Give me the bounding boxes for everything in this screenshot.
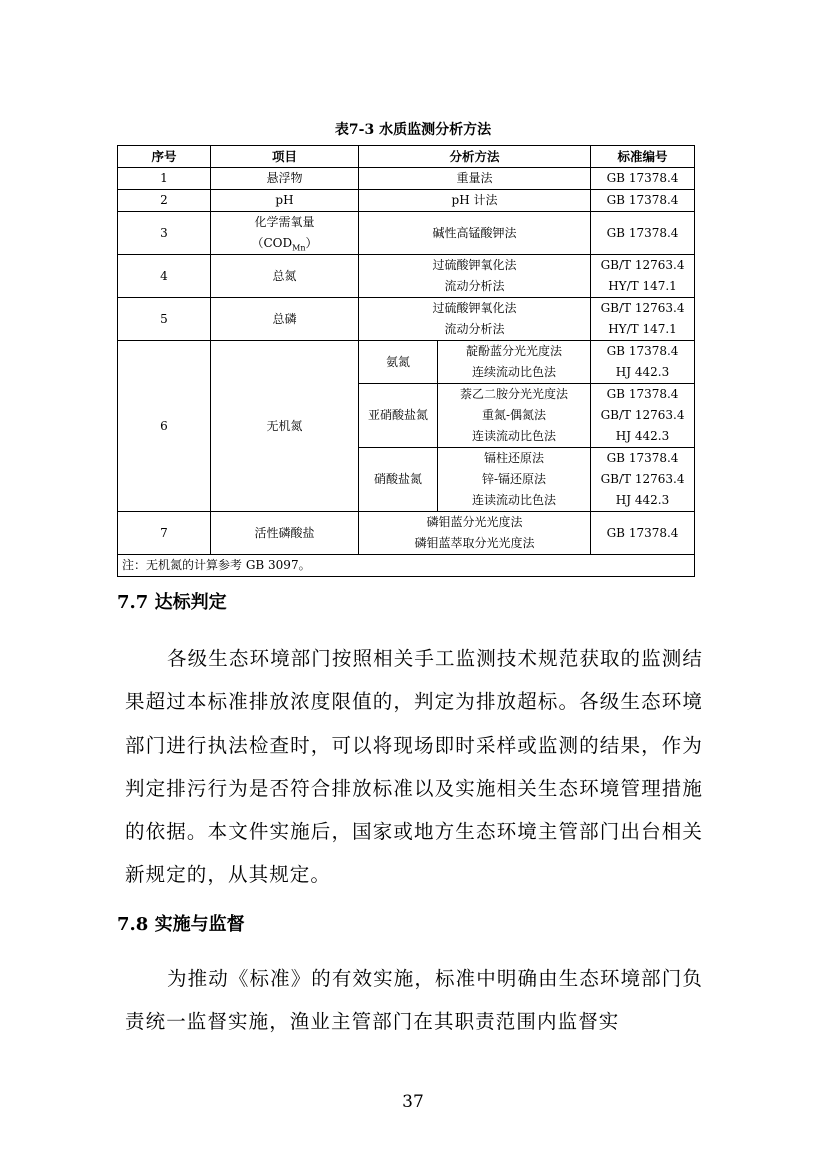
table-row bbox=[118, 255, 695, 298]
table-header-row bbox=[118, 146, 695, 168]
cell-no: 7 bbox=[118, 512, 211, 555]
cell-item: pH bbox=[211, 190, 359, 212]
cell-standard: GB/T 12763.4 HY/T 147.1 bbox=[591, 298, 695, 341]
cell-method: 重量法 bbox=[359, 168, 591, 190]
page-number: 37 bbox=[402, 1092, 424, 1112]
cell-subitem: 硝酸盐氮 bbox=[359, 448, 438, 512]
cell-method: 镉柱还原法 锌-镉还原法 连读流动比色法 bbox=[438, 448, 591, 512]
table-row bbox=[118, 298, 695, 341]
water-quality-methods-table bbox=[117, 145, 695, 577]
item-line: 化学需氧量 bbox=[254, 215, 315, 229]
cell-item: 悬浮物 bbox=[211, 168, 359, 190]
table-note-row bbox=[118, 555, 695, 577]
cell-item: 活性磷酸盐 bbox=[211, 512, 359, 555]
cell-item: 总磷 bbox=[211, 298, 359, 341]
header-method: 分析方法 bbox=[359, 146, 591, 168]
cell-method: 过硫酸钾氧化法 流动分析法 bbox=[359, 298, 591, 341]
cell-no: 3 bbox=[118, 212, 211, 255]
cell-subitem: 亚硝酸盐氮 bbox=[359, 384, 438, 448]
cell-standard: GB/T 12763.4 HY/T 147.1 bbox=[591, 255, 695, 298]
cell-standard: GB 17378.4 bbox=[591, 190, 695, 212]
cell-standard: GB 17378.4 GB/T 12763.4 HJ 442.3 bbox=[591, 448, 695, 512]
cell-item bbox=[211, 212, 359, 255]
item-line: $(COD_{Mn})$ bbox=[251, 236, 318, 253]
table-row bbox=[118, 190, 695, 212]
table-row bbox=[118, 168, 695, 190]
cell-method: 磷钼蓝分光光度法 磷钼蓝萃取分光光度法 bbox=[359, 512, 591, 555]
cell-no: 4 bbox=[118, 255, 211, 298]
section-paragraph-7-8: 为推动《标准》的有效实施，标准中明确由生态环境部门负责统一监督实施，渔业主管部门在其职责范围内监督实 bbox=[125, 967, 703, 1034]
table-row bbox=[118, 341, 695, 384]
cell-no: 1 bbox=[118, 168, 211, 190]
cell-method: 碱性高锰酸钾法 bbox=[359, 212, 591, 255]
cell-item: 总氮 bbox=[211, 255, 359, 298]
cell-no: 2 bbox=[118, 190, 211, 212]
table-note: 注：无机氮的计算参考 GB 3097。 bbox=[118, 555, 695, 577]
cell-standard: GB 17378.4 bbox=[591, 512, 695, 555]
cell-method: 萘乙二胺分光光度法 重氮-偶氮法 连读流动比色法 bbox=[438, 384, 591, 448]
header-item: 项目 bbox=[211, 146, 359, 168]
table-row bbox=[118, 212, 695, 255]
section-heading-7-7: 7.7 达标判定 bbox=[117, 592, 227, 613]
section-heading-7-8: 7.8 实施与监督 bbox=[117, 914, 245, 935]
cell-item: 无机氮 bbox=[211, 341, 359, 512]
cell-no: 5 bbox=[118, 298, 211, 341]
cell-method: 靛酚蓝分光光度法 连续流动比色法 bbox=[438, 341, 591, 384]
header-no: 序号 bbox=[118, 146, 211, 168]
cell-subitem: 氨氮 bbox=[359, 341, 438, 384]
cell-standard: GB 17378.4 HJ 442.3 bbox=[591, 341, 695, 384]
cell-standard: GB 17378.4 bbox=[591, 212, 695, 255]
cell-method: 过硫酸钾氧化法 流动分析法 bbox=[359, 255, 591, 298]
cell-standard: GB 17378.4 GB/T 12763.4 HJ 442.3 bbox=[591, 384, 695, 448]
table-caption: 表7-3 水质监测分析方法 bbox=[334, 122, 492, 138]
table-row bbox=[118, 512, 695, 555]
section-paragraph-7-7: 各级生态环境部门按照相关手工监测技术规范获取的监测结果超过本标准排放浓度限值的，判定为排放超标。各级生态环境部门进行执法检查时，可以将现场即时采样或监测的结果，作为判定排污行为是否符合排放标准以及实施相关生态环境管理措施的依据。本文件实施后，国家或地方生态环境主管部门出台相关新规定的，从其规定。 bbox=[125, 647, 703, 887]
cell-method: pH 计法 bbox=[359, 190, 591, 212]
header-standard: 标准编号 bbox=[591, 146, 695, 168]
cell-no: 6 bbox=[118, 341, 211, 512]
cell-standard: GB 17378.4 bbox=[591, 168, 695, 190]
